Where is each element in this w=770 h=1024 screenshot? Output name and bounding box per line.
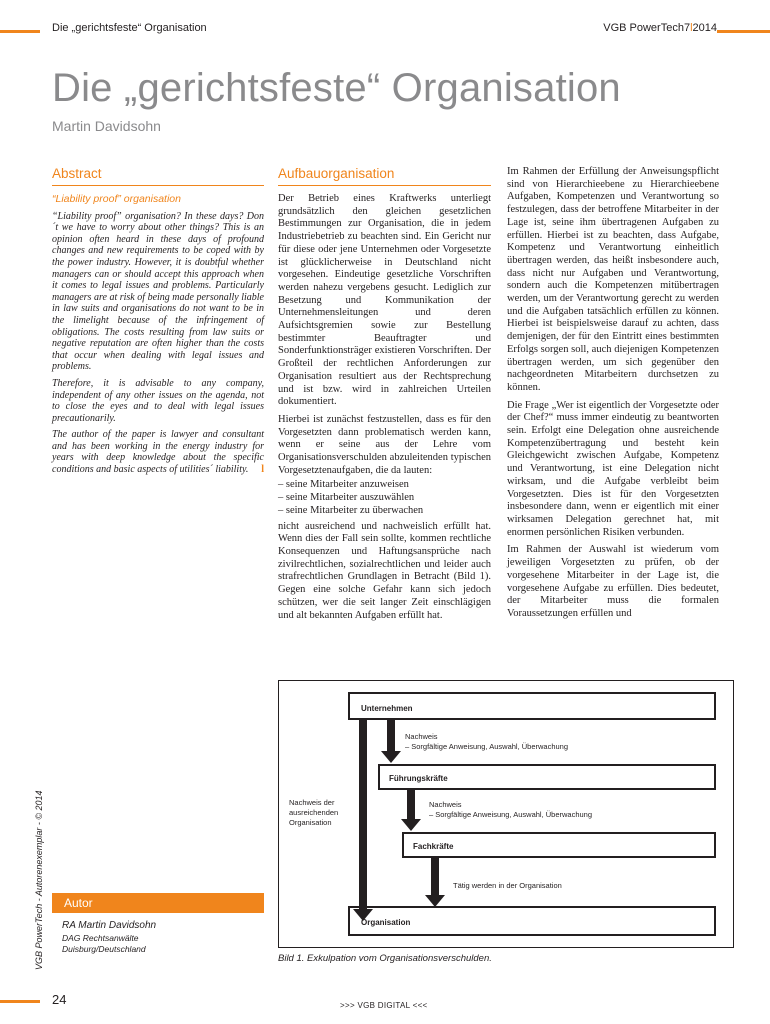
abstract-subtitle: “Liability proof” organisation	[52, 193, 181, 205]
abstract-paragraph-2: Therefore, it is advisable to any company, independent of any other issues on the agenda, not to close the eyes and to deal with legal issues precautionarily.	[52, 377, 264, 424]
nachweis-1-title: Nachweis	[405, 732, 438, 741]
abstract-paragraph-3-text: The author of the paper is lawyer and consultant and has been working in the energy industry for years with deep knowledge about the specific conditions and basic aspects of utilities´ liability.	[52, 429, 264, 476]
arrow-2-shaft	[407, 789, 415, 821]
abstract-paragraph-1: “Liability proof” organisation? In these days? Don´t we have to worry about other things? This is an opinion often heard in these days of profound changes and new requirements to be coped with by the power industry. However, it is doubtful whether managers can or should accept this approach when it comes to legal issues and problems. Particularly managers are at risk of being made personally liable in law suits and organisations do not want to be in the limelight because of the infringement of obligations. The costs resulting from law suits or negative reputation are often higher than the costs that occur when dealing with legal issues and problems.	[52, 210, 264, 373]
abstract-heading: Abstract	[52, 166, 102, 181]
author-box-name: RA Martin Davidsohn	[62, 920, 157, 931]
arrow-3-shaft	[431, 857, 439, 897]
article-title: Die „gerichtsfeste“ Organisation	[52, 66, 621, 110]
abstract-heading-rule	[52, 185, 264, 186]
body-paragraph: Im Rahmen der Erfüllung der Anweisungspflicht sind von Hierarchieebene zu Hierarchieebene Aufgaben, Kompetenzen und Verantwortung so festzulegen, dass der betroffene Mitarbeiter in der Lage ist, seine ihm übertragenen Aufgaben zu erfüllen. Hierbei ist zu beachten, dass Aufgabe, Kompetenz und Verantwortung einheitlich übertragen werden, das heißt insbesondere auch, dass nicht nur Aufgaben und Verantwortung, sondern auch die Kompetenzen mitübertragen werden, um der Verantwortung gerecht zu werden und die Aufgaben tatsächlich erfüllen zu können. Hierbei ist beispielsweise darauf zu achten, dass demjenigen, der für den Eintritt eines bestimmten Erfolgs sorgen soll, auch diejenigen Kompetenzen übertragen werden, um sich gegenüber den nachgeordneten Mitarbeitern durchsetzen zu können.	[507, 166, 719, 393]
figure-caption: Bild 1. Exkulpation vom Organisationsverschulden.	[278, 953, 492, 964]
body-paragraph: Der Betrieb eines Kraftwerks unterliegt grundsätzlich den gleichen gesetzlichen Bestimmungen zur Organisation, die in jedem Industriebetrieb zu beachten sind. Ein Gericht nur für diese oder jene Unternehmen oder Vorgesetzte ist glücklicherweise in Deutschland nicht vorgesehen. Eindeutige gesetzliche Vorschriften werden nahezu vergebens gesucht. Lediglich zur Besetzung und Kommunikation der Unternehmensleitungen und deren Aufsichtsgremien sowie zur Bestellung bestimmter Beauftragter und Sonderfunktionsträger existieren Vorschriften. Der Großteil der rechtlichen Anforderungen zur Organisation resultiert aus der Rechtsprechung und ist bzw. wird in zahlreichen Urteilen dokumentiert.	[278, 193, 491, 408]
footer-text: >>> VGB DIGITAL <<<	[340, 1001, 428, 1010]
header-accent-rule-right	[717, 30, 770, 33]
section-heading-rule	[278, 185, 491, 186]
box-unternehmen-label: Unternehmen	[361, 704, 413, 713]
nachweis-2-text: – Sorgfältige Anweisung, Auswahl, Überwachung	[429, 810, 593, 819]
left-label-line-1: Nachweis der	[289, 798, 335, 807]
footer-accent-rule	[0, 1000, 40, 1003]
organisation-diagram	[279, 681, 735, 949]
header-separator: l	[690, 22, 693, 34]
journal-name: VGB PowerTech	[603, 22, 684, 34]
author-box-label: Autor	[64, 896, 93, 910]
abstract-end-mark: l	[261, 464, 264, 476]
figure-frame	[278, 680, 734, 948]
section-heading-aufbauorganisation: Aufbauorganisation	[278, 166, 395, 181]
list-item: – seine Mitarbeiter zu überwachen	[278, 504, 424, 516]
body-column-3	[507, 166, 719, 626]
body-column-2	[278, 193, 491, 627]
left-label-line-2: ausreichenden	[289, 808, 339, 817]
abstract-body	[52, 194, 264, 481]
list-item: – seine Mitarbeiter anzuweisen	[278, 479, 409, 491]
running-header-title: Die „gerichtsfeste“ Organisation	[52, 22, 207, 34]
arrow-2-head	[401, 819, 421, 831]
box-fuehrungskraefte-label: Führungskräfte	[389, 774, 448, 783]
taetig-text: Tätig werden in der Organisation	[453, 881, 562, 890]
list-item: – seine Mitarbeiter auszuwählen	[278, 492, 415, 504]
body-paragraph: Hierbei ist zunächst festzustellen, dass es für den Vorgesetzten dann problematisch werden kann, wenn er seine aus der Lehre vom Organisationsverschulden abzuleitenden typischen Vorgesetztenaufgaben, die da lauten:	[278, 413, 491, 476]
issue-number: 7	[683, 22, 691, 34]
body-paragraph: Im Rahmen der Auswahl ist wiederum vom jeweiligen Vorgesetzten zu prüfen, ob der vorgesehene Mitarbeiter in der Lage ist, die vorgesehene Aufgabe zu erfüllen. Dies bedeutet, der Mitarbeiter muss die formalen Voraussetzungen erfüllen und	[507, 544, 719, 619]
article-author: Martin Davidsohn	[52, 118, 161, 134]
page-number: 24	[52, 992, 67, 1007]
body-paragraph: nicht ausreichend und nachweislich erfüllt hat. Wenn dies der Fall sein sollte, kommen rechtliche Konsequenzen und Haftungsansprüche nach zivilrechtlichen, sozialrechtlichen und leider auch strafrechtlichen Grundlagen in Betracht (Bild 1). Gegen eine solche Gefahr kann sich jedoch schützen, wer die seit langer Zeit einschlägigen und alt bekannten Aufgaben erfüllt hat.	[278, 520, 491, 621]
abstract-paragraph-3	[52, 429, 264, 475]
author-box-location: Duisburg/Deutschland	[62, 944, 146, 954]
nachweis-1-text: – Sorgfältige Anweisung, Auswahl, Überwachung	[405, 742, 569, 751]
left-label-line-3: Organisation	[289, 818, 332, 827]
side-copyright-text: VGB PowerTech - Autorenexemplar - © 2014	[34, 790, 44, 970]
issue-year: 2014	[692, 22, 717, 34]
header-accent-rule-left	[0, 30, 40, 33]
nachweis-2-title: Nachweis	[429, 800, 462, 809]
running-header-journal	[560, 22, 717, 34]
author-box-firm: DAG Rechtsanwälte	[62, 933, 139, 943]
arrow-1-shaft	[387, 719, 395, 753]
arrow-3-head	[425, 895, 445, 907]
main-arrow-shaft	[359, 719, 367, 911]
box-fachkraefte-label: Fachkräfte	[413, 842, 454, 851]
body-paragraph: Die Frage „Wer ist eigentlich der Vorgesetzte oder der Chef?“ muss immer eindeutig zu beantworten sein. Erfolgt eine Delegation ohne ausreichende Kompetenzübertragung und besteht kein Gleichgewicht zwischen Aufgabe, Kompetenz und Verantwortung, ist eine Delegation nicht wirksam, und die Aufgabe verbleibt beim Vorgesetzten. Dies ist für den Vorgesetzten insbesondere dann, wenn er eigentlich mit einer wirksamen Delegation gerechnet hat, mit enormen persönlichen Risiken verbunden.	[507, 399, 719, 538]
arrow-1-head	[381, 751, 401, 763]
box-organisation-label: Organisation	[361, 918, 411, 927]
